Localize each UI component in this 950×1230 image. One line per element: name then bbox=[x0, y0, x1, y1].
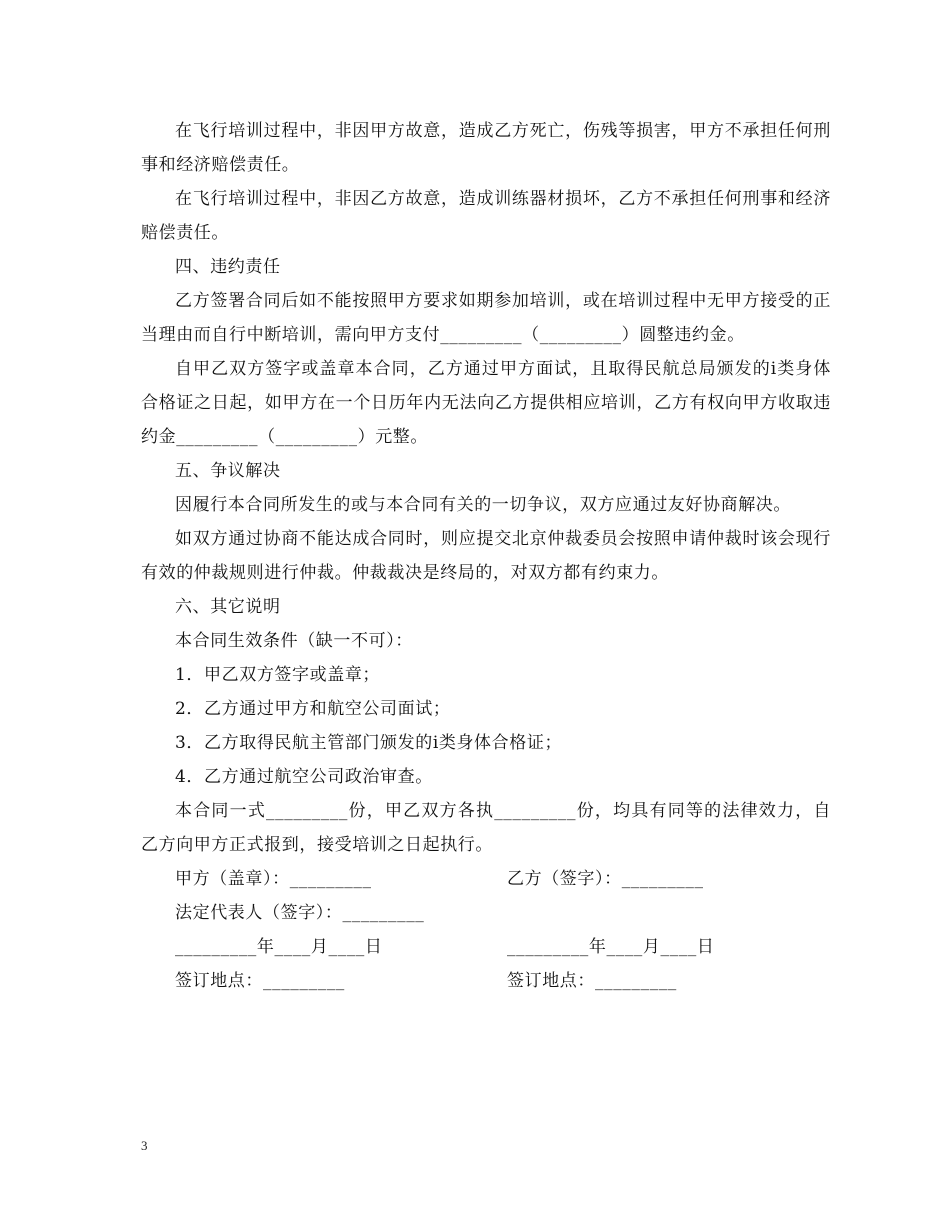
clause-paragraph: 本合同生效条件（缺一不可）： bbox=[175, 631, 413, 651]
list-item: 1．甲乙双方签字或盖章； bbox=[175, 665, 381, 685]
party-a-place-field: 签订地点：_________ bbox=[175, 971, 345, 991]
signature-row-places bbox=[141, 964, 831, 998]
section-heading: 六、其它说明 bbox=[175, 597, 281, 617]
signature-row-parties bbox=[141, 862, 831, 896]
list-item: 3．乙方取得民航主管部门颁发的ⅰ类身体合格证； bbox=[175, 733, 563, 753]
signature-block bbox=[141, 862, 831, 998]
party-b-place-field: 签订地点：_________ bbox=[507, 971, 677, 991]
clause-paragraph: 自甲乙双方签字或盖章本合同，乙方通过甲方面试，且取得民航总局颁发的ⅰ类身体合格证之日起，如甲方在一个日历年内无法向乙方提供相应培训，乙方有权向甲方收取违约金_________（_________）元整。 bbox=[141, 359, 831, 447]
legal-rep-sign-field: 法定代表人（签字）：_________ bbox=[175, 903, 425, 923]
section-heading: 四、违约责任 bbox=[175, 257, 281, 277]
party-a-seal-field: 甲方（盖章）：_________ bbox=[175, 869, 372, 889]
clause-paragraph: 在飞行培训过程中，非因乙方故意，造成训练器材损坏，乙方不承担任何刑事和经济赔偿责任。 bbox=[141, 189, 831, 243]
document-body bbox=[141, 114, 831, 998]
party-a-date-field: _________年____月____日 bbox=[175, 937, 383, 957]
party-b-sign-field: 乙方（签字）：_________ bbox=[507, 869, 704, 889]
clause-paragraph: 如双方通过协商不能达成合同时，则应提交北京仲裁委员会按照申请仲裁时该会现行有效的仲裁规则进行仲裁。仲裁裁决是终局的，对双方都有约束力。 bbox=[141, 529, 831, 583]
signature-row-dates bbox=[141, 930, 831, 964]
list-item: 2．乙方通过甲方和航空公司面试； bbox=[175, 699, 451, 719]
list-item: 4．乙方通过航空公司政治审查。 bbox=[175, 767, 433, 787]
signature-row-legal-rep bbox=[141, 896, 831, 930]
party-b-date-field: _________年____月____日 bbox=[507, 937, 715, 957]
clause-paragraph: 乙方签署合同后如不能按照甲方要求如期参加培训，或在培训过程中无甲方接受的正当理由而自行中断培训，需向甲方支付_________（_________）圆整违约金。 bbox=[141, 291, 831, 345]
clause-paragraph: 因履行本合同所发生的或与本合同有关的一切争议，双方应通过友好协商解决。 bbox=[175, 495, 791, 515]
clause-paragraph: 本合同一式_________份，甲乙双方各执_________份，均具有同等的法律效力，自乙方向甲方正式报到，接受培训之日起执行。 bbox=[141, 801, 831, 855]
clause-paragraph: 在飞行培训过程中，非因甲方故意，造成乙方死亡，伤残等损害，甲方不承担任何刑事和经济赔偿责任。 bbox=[141, 121, 831, 175]
page-number: 3 bbox=[141, 1138, 148, 1153]
section-heading: 五、争议解决 bbox=[175, 461, 281, 481]
